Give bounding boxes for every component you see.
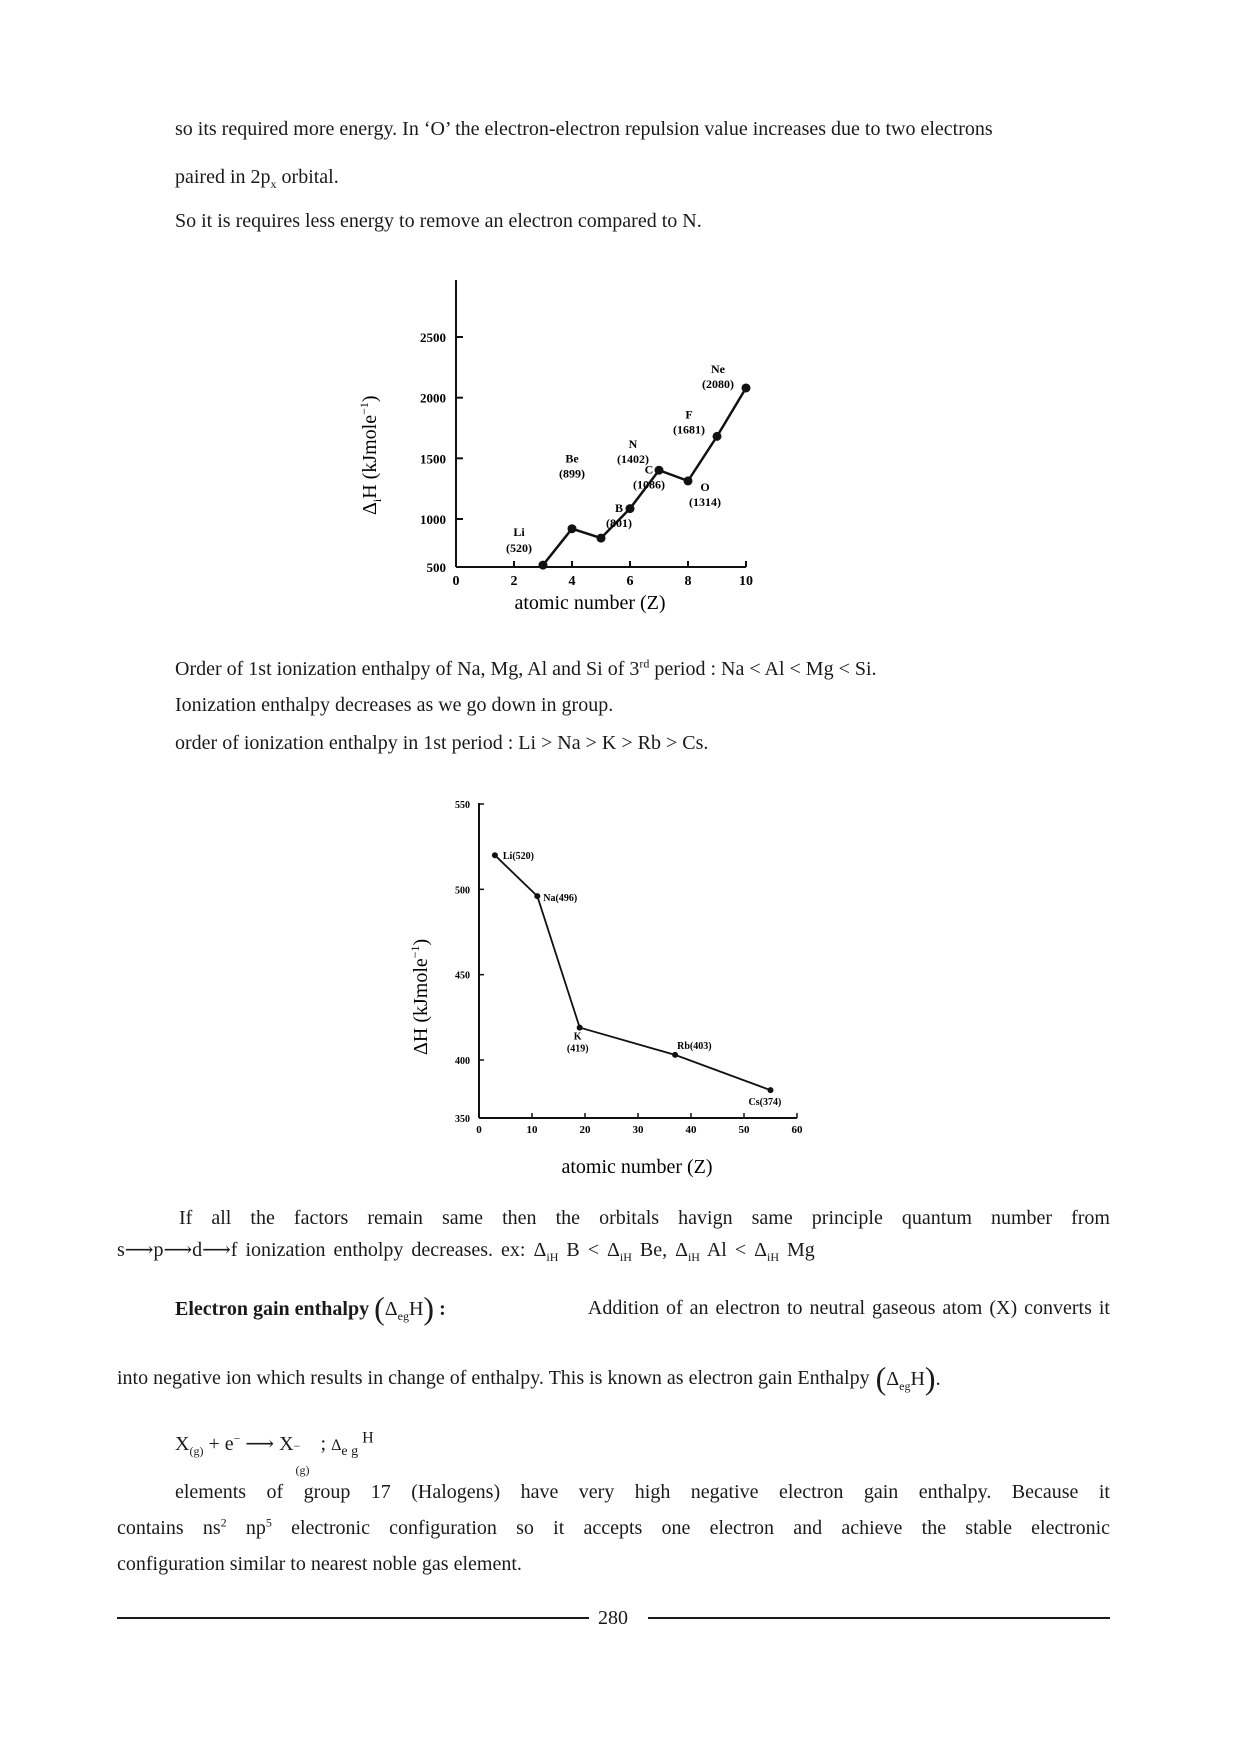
x-tick-label: 0 — [452, 574, 460, 589]
text-span: X — [175, 1433, 190, 1455]
egh-symbol — [876, 1360, 941, 1397]
subscript: (g) — [189, 1444, 204, 1458]
data-point — [534, 893, 540, 899]
data-point — [577, 1025, 583, 1031]
point-label: Li(520) — [502, 851, 535, 863]
y-axis-label-part: ) — [410, 938, 432, 946]
y-axis-label — [357, 395, 384, 515]
text-span: np — [226, 1517, 266, 1539]
subscript: eg — [397, 1309, 409, 1323]
subscript: iH — [767, 1250, 780, 1264]
x-axis-label: atomic number (Z) — [561, 1156, 713, 1178]
egh-definition-line2 — [117, 1360, 941, 1397]
text-line — [117, 1237, 1110, 1263]
data-point — [684, 476, 693, 485]
text-span: + e — [203, 1433, 234, 1455]
text-line — [117, 1510, 1110, 1546]
text-line: elements of group 17 (Halogens) have very high negative electron gain enthalpy. Because it — [175, 1481, 1110, 1503]
text-line: Ionization enthalpy decreases as we go down in group. — [175, 694, 614, 716]
text-span: s⟶p⟶d⟶f ionization entholpy decreases. ex: — [117, 1239, 534, 1261]
text-span: paired in 2p — [175, 166, 271, 188]
footer-rule-right — [648, 1617, 1110, 1619]
text-line — [175, 657, 877, 681]
point-value-label: (801) — [606, 516, 632, 531]
text-line — [175, 165, 339, 189]
x-tick-label: 4 — [568, 574, 576, 589]
superscript: H — [358, 1429, 374, 1447]
x-tick-label: 30 — [632, 1124, 644, 1136]
text-span: Addition of an electron to neutral gaseous atom (X) converts it — [587, 1297, 1110, 1319]
y-axis-label-part: (kJmole — [359, 414, 381, 485]
y-axis-label-part: −1 — [357, 402, 371, 415]
section-heading: Electron gain enthalpy — [175, 1298, 370, 1320]
subscript: eg — [899, 1379, 911, 1393]
y-axis-label-part: i — [370, 498, 384, 503]
y-axis-label-part: ) — [359, 395, 381, 403]
point-label: Ne — [711, 361, 725, 376]
y-axis-label — [408, 939, 432, 1055]
x-tick-label: 10 — [739, 574, 753, 589]
delta-symbol: Δ — [754, 1239, 768, 1261]
point-value-label: (1402) — [617, 452, 649, 467]
equation: $X_{(g)} + e^-$ ⟶ X − (g) ; $\Delta_{e g}$ $^H$ — [175, 1429, 374, 1477]
y-axis-label-part: Δ — [410, 1042, 432, 1055]
text-span: period : Na < Al < Mg < Si. — [649, 658, 877, 680]
delta-symbol: Δ — [606, 1239, 620, 1261]
x-tick-label: 6 — [626, 574, 634, 589]
y-tick-label: 350 — [455, 1114, 470, 1125]
text-span: orbital. — [276, 166, 339, 188]
y-tick-label: 400 — [455, 1056, 470, 1067]
y-tick-label: 1500 — [420, 451, 446, 467]
data-point — [768, 1087, 774, 1093]
data-point — [568, 524, 577, 533]
colon: : — [439, 1298, 446, 1320]
point-value-label: (1314) — [689, 494, 721, 509]
y-axis-label-part: H — [410, 1027, 432, 1043]
data-point — [539, 561, 548, 570]
delta-symbol: Δ — [886, 1368, 900, 1390]
subscript: e g — [341, 1444, 359, 1459]
data-point — [492, 852, 498, 858]
egh-definition-line1 — [175, 1290, 1110, 1327]
egh-heading-group — [175, 1290, 446, 1327]
text-line: so its required more energy. In ‘O’ the electron-electron repulsion value increases due to two electrons — [175, 118, 993, 140]
data-point — [713, 432, 722, 441]
data-point — [655, 466, 664, 475]
point-label: Rb(403) — [677, 1040, 712, 1052]
superscript: − — [233, 1431, 241, 1446]
x-tick-label: 60 — [791, 1124, 803, 1136]
y-tick-label: 2000 — [420, 390, 446, 406]
text-line: configuration similar to nearest noble gas element. — [117, 1553, 522, 1575]
delta-symbol: Δ — [331, 1437, 342, 1454]
point-label: Li — [513, 525, 525, 540]
data-point — [742, 383, 751, 392]
arrow: ⟶ X — [240, 1433, 294, 1455]
text-span: B < — [558, 1239, 607, 1261]
text-span: Order of 1st ionization enthalpy of Na, Mg, Al and Si of 3 — [175, 658, 640, 680]
ionization-chart-period2 — [340, 265, 780, 635]
period: . — [935, 1368, 941, 1390]
subscript: iH — [546, 1250, 559, 1264]
point-value-label: (2080) — [702, 376, 734, 391]
subscript: iH — [619, 1250, 632, 1264]
superscript: 2 — [220, 1515, 227, 1530]
subscript: x — [270, 177, 277, 191]
subscript: iH — [687, 1250, 700, 1264]
point-value-label: (1086) — [633, 477, 665, 492]
superscript: 5 — [265, 1515, 272, 1530]
point-label: Be — [565, 451, 579, 466]
data-point — [597, 534, 606, 543]
data-point — [672, 1052, 678, 1058]
delta-symbol: Δ — [533, 1239, 547, 1261]
page-number: 280 — [598, 1607, 628, 1629]
y-axis-label-part: −1 — [408, 945, 422, 959]
delta-symbol: Δ — [384, 1298, 398, 1320]
text-line: So it is requires less energy to remove an electron compared to N. — [175, 210, 702, 232]
superscript: rd — [639, 656, 650, 671]
x-tick-label: 8 — [684, 574, 692, 589]
point-label: N — [628, 437, 638, 452]
point-label: O — [700, 479, 710, 494]
y-tick-label: 550 — [455, 800, 470, 811]
text-line: If all the factors remain same then the orbitals havign same principle quantum number from — [179, 1207, 1110, 1229]
text-span: Mg — [779, 1239, 815, 1261]
point-label: F — [685, 407, 693, 422]
y-axis-label-part: (kJmole — [410, 958, 432, 1028]
paren-close: ) — [423, 1290, 435, 1326]
text-span: electronic configuration so it accepts one electron and achieve the stable electronic — [271, 1517, 1110, 1539]
x-tick-label: 50 — [738, 1124, 750, 1136]
text-span: Be, — [631, 1239, 676, 1261]
y-axis-label-part: Δ — [359, 502, 381, 515]
point-label: C — [644, 462, 654, 477]
text-span: into negative ion which results in change of enthalpy. This is known as electron gain Enthalpy — [117, 1367, 870, 1389]
y-tick-label: 450 — [455, 970, 470, 982]
y-tick-label: 500 — [455, 885, 470, 897]
ionization-chart-group1 — [390, 790, 840, 1185]
x-axis-label: atomic number (Z) — [514, 592, 666, 614]
paren-close: ) — [924, 1360, 936, 1396]
data-line — [495, 855, 771, 1090]
x-tick-label: 20 — [579, 1124, 591, 1136]
h-symbol: H — [910, 1368, 925, 1390]
point-value-label: (1681) — [673, 422, 705, 437]
x-tick-label: 0 — [476, 1124, 482, 1136]
paren-open: ( — [875, 1360, 887, 1396]
point-label: B — [614, 501, 624, 516]
y-tick-label: 1000 — [420, 512, 446, 527]
text-span: Al < — [699, 1239, 755, 1261]
x-tick-label: 2 — [510, 574, 518, 589]
h-symbol: H — [408, 1298, 424, 1320]
y-tick-label: 2500 — [420, 330, 446, 345]
text-line: order of ionization enthalpy in 1st period : Li > Na > K > Rb > Cs. — [175, 732, 709, 754]
point-label: Cs(374) — [748, 1097, 782, 1109]
paren-open: ( — [374, 1290, 385, 1326]
point-value-label: (520) — [506, 541, 532, 556]
point-label: Na(496) — [543, 893, 578, 905]
point-value-label: (419) — [566, 1043, 589, 1055]
point-label: K — [573, 1031, 582, 1043]
paragraph-orbitals — [117, 1199, 1110, 1263]
y-axis-label-part: H — [359, 484, 381, 499]
x-tick-label: 40 — [685, 1124, 697, 1136]
data-point — [626, 504, 635, 513]
text-span: ; — [315, 1433, 332, 1455]
y-tick-label: 500 — [426, 560, 446, 575]
text-span: contains ns — [117, 1517, 221, 1539]
point-value-label: (899) — [559, 466, 585, 481]
delta-symbol: Δ — [675, 1239, 688, 1261]
x-tick-label: 10 — [526, 1124, 538, 1136]
footer-rule-left — [117, 1617, 589, 1619]
paragraph-halogens — [117, 1474, 1110, 1582]
